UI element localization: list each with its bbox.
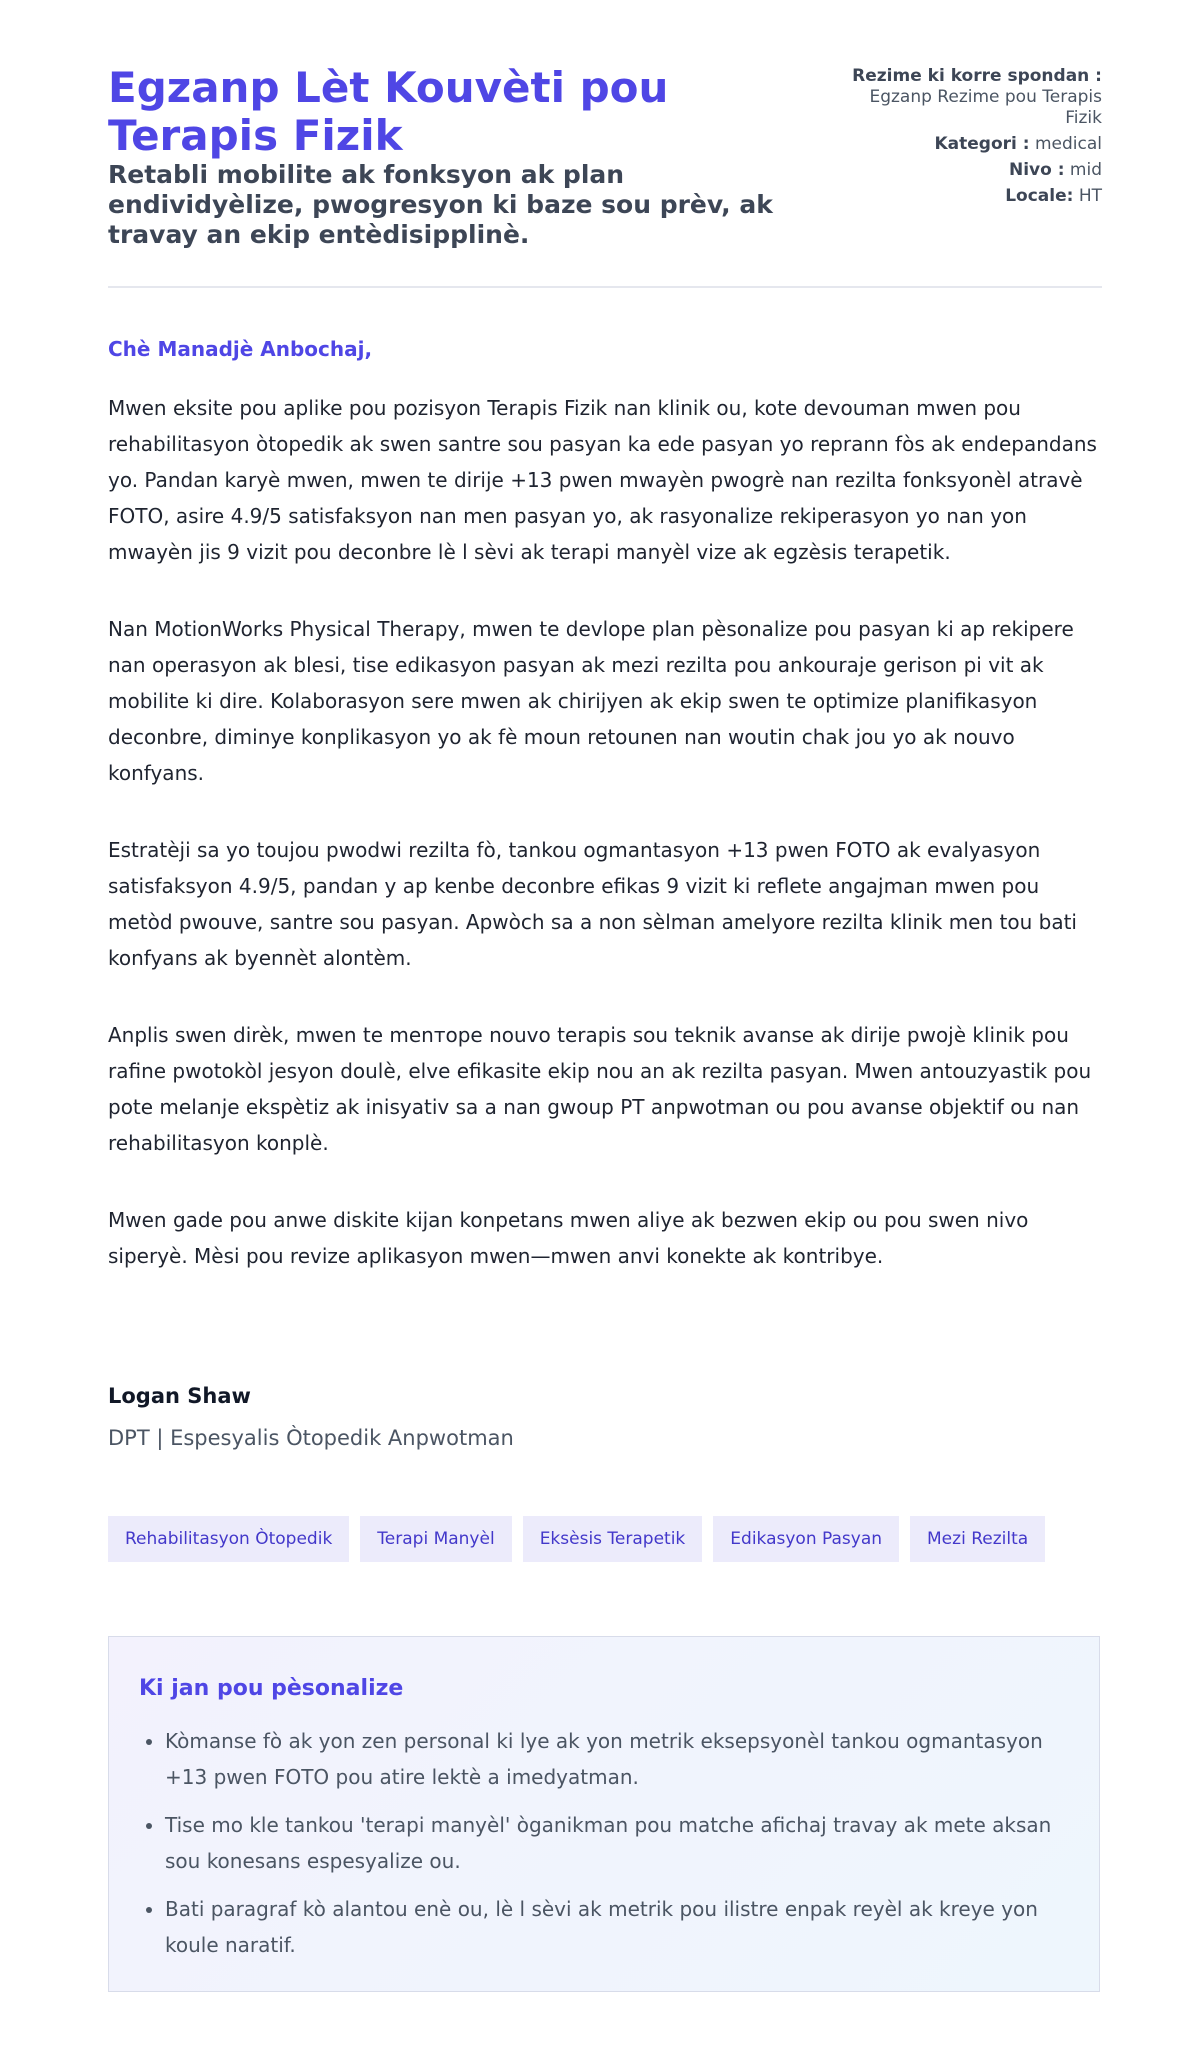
signature-block — [108, 1382, 514, 1452]
meta-summary-label: Rezime ki korre spondan : — [852, 66, 1102, 86]
meta-summary-value[interactable]: Egzanp Rezime pou Terapis Fizik — [869, 87, 1102, 128]
meta-category-value: medical — [1034, 134, 1102, 154]
meta-locale — [842, 186, 1102, 207]
signature-name: Logan Shaw — [108, 1384, 251, 1408]
page-title: Egzanp Lèt Kouvèti pou Terapis Fizik — [108, 63, 669, 160]
letter-greeting: Chè Manadjè Anbochaj, — [108, 337, 373, 361]
skill-tag: Rehabilitasyon Òtopedik — [108, 1516, 349, 1562]
tips-list — [139, 1723, 1085, 1975]
customization-tips — [108, 1636, 1100, 1992]
letter-body — [108, 390, 1102, 1315]
letter-paragraph: Estratèji sa yo toujou pwodwi rezilta fò, tankou ogmantasyon +13 pwen FOTO ak evalyasyon satisfaksyon 4.9/5, pandan y ap kenbe deconbre efikas 9 vizit ki reflete angajman mwen pou metòd pwouve, santre sou pasyan. Apwòch sa a non sèlman amelyore rezilta klinik men tou bati konfyans ak byennèt alontèm. — [108, 838, 1077, 970]
letter-paragraph: Mwen gade pou anwe diskite kijan konpetans mwen aliye ak bezwen ekip ou pou swen nivo siperyè. Mèsi pou revize aplikasyon mwen—mwen anvi konekte ak kontribye. — [108, 1208, 1029, 1268]
meta-level-label: Nivo : — [1008, 160, 1065, 180]
page-subtitle: Retabli mobilite ak fonksyon ak plan endividyèlize, pwogresyon ki baze sou prèv, ak travay an ekip entèdisipplinè. — [108, 160, 773, 249]
meta-panel — [842, 66, 1102, 212]
meta-level — [842, 160, 1102, 181]
skill-tag: Terapi Manyèl — [360, 1516, 511, 1562]
meta-category — [842, 134, 1102, 155]
meta-summary — [842, 66, 1102, 129]
letter-paragraph: Anplis swen dirèk, mwen te menтоpe nouvo terapis sou teknik avanse ak dirije pwojè klinik pou rafine pwotokòl jesyon doulè, elve efikasite ekip nou an ak rezilta pasyan. Mwen antouzyastik pou pote melanje ekspètiz ak inisyativ sa a nan gwoup PT anpwotman ou pou avanse objektif ou nan rehabilitasyon konplè. — [108, 1023, 1092, 1155]
signature-title: DPT | Espesyalis Òtopedik Anpwotman — [108, 1426, 514, 1450]
skill-tags — [108, 1516, 1045, 1562]
tip-item: • Tise mo kle tankou 'terapi manyèl' òganikman pou matche afichaj travay ak mete aksan sou konesans espesyalize ou. — [165, 1807, 1085, 1879]
header — [108, 0, 1102, 288]
meta-locale-label: Locale: — [1005, 186, 1074, 206]
letter-paragraph: Nan MotionWorks Physical Therapy, mwen te devlope plan pèsonalize pou pasyan ki ap rekipere nan operasyon ak blesi, tise edikasyon pasyan ak mezi rezilta pou ankouraje gerison pi vit ak mobilite ki dire. Kolaborasyon sere mwen ak chirijyen ak ekip swen te optimize planifikasyon deconbre, diminye konplikasyon yo ak fè moun retounen nan woutin chak jou yo ak nouvo konfyans. — [108, 617, 1074, 785]
tip-item: • Bati paragraf kò alantou enè ou, lè l sèvi ak metrik pou ilistre enpak reyèl ak kreye yon koule naratif. — [165, 1891, 1085, 1963]
tip-item: • Kòmanse fò ak yon zen personal ki lye ak yon metrik eksepsyonèl tankou ogmantasyon +13 pwen FOTO pou atire lektè a imedyatman. — [165, 1723, 1085, 1795]
skill-tag: Eksèsis Terapetik — [523, 1516, 703, 1562]
meta-locale-value: HT — [1078, 186, 1102, 206]
meta-level-value: mid — [1069, 160, 1102, 180]
tips-heading: Ki jan pou pèsonalize — [139, 1676, 404, 1701]
cover-letter-page — [108, 0, 1102, 1957]
letter-paragraph: Mwen eksite pou aplike pou pozisyon Terapis Fizik nan klinik ou, kote devouman mwen pou rehabilitasyon òtopedik ak swen santre sou pasyan ka ede pasyan yo reprann fòs ak endepandans yo. Pandan karyè mwen, mwen te dirije +13 pwen mwayèn pwogrè nan rezilta fonksyonèl atravè FOTO, asire 4.9/5 satisfaksyon nan men pasyan yo, ak rasyonalize rekiperasyon yo nan yon mwayèn jis 9 vizit pou deconbre lè l sèvi ak terapi manyèl vize ak egzèsis terapetik. — [108, 396, 1097, 564]
meta-category-label: Kategori : — [934, 134, 1030, 154]
skill-tag: Mezi Rezilta — [910, 1516, 1045, 1562]
skill-tag: Edikasyon Pasyan — [713, 1516, 899, 1562]
